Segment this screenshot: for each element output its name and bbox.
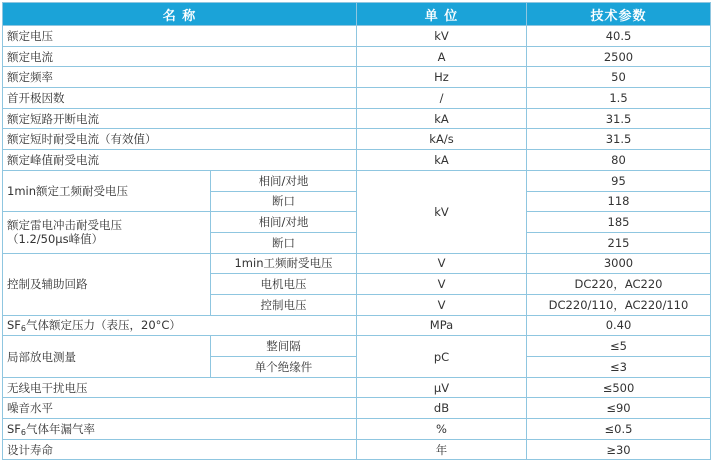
table-row [3,377,711,398]
row-name: 额定峰值耐受电流 [3,150,357,171]
row-value: 185 [527,212,711,233]
row-value: 80 [527,150,711,171]
row-value: 118 [527,191,711,212]
row-unit: dB [357,398,527,419]
row-name: 无线电干扰电压 [3,377,357,398]
row-unit: V [357,274,527,295]
row-value: 31.5 [527,108,711,129]
row-unit: MPa [357,315,527,336]
table-row [3,46,711,67]
withstand-unit: kV [357,170,527,253]
table-row [3,439,711,460]
row-subitem: 相间/对地 [211,212,357,233]
table-row [3,129,711,150]
header-param: 技术参数 [527,3,711,26]
sf6-pressure-label [3,315,357,336]
partial-discharge-label: 局部放电测量 [3,336,211,377]
row-value: ≥30 [527,439,711,460]
control-circuit-label: 控制及辅助回路 [3,253,211,315]
lightning-impulse-label [3,212,211,253]
row-name: 额定电流 [3,46,357,67]
row-name: 设计寿命 [3,439,357,460]
row-subitem: 控制电压 [211,294,357,315]
row-subitem: 相间/对地 [211,170,357,191]
row-subitem: 电机电压 [211,274,357,295]
row-value: 95 [527,170,711,191]
row-name: 额定短时耐受电流（有效值） [3,129,357,150]
row-value: 0.40 [527,315,711,336]
row-value: 3000 [527,253,711,274]
row-unit: / [357,88,527,109]
row-value: 2500 [527,46,711,67]
sf6-leak-text: 气体年漏气率 [26,421,96,436]
table-row [3,253,711,274]
row-value: ≤3 [527,357,711,378]
row-unit: kA [357,108,527,129]
row-subitem: 断口 [211,191,357,212]
table-row [3,315,711,336]
row-unit: A [357,46,527,67]
row-value: 40.5 [527,26,711,47]
table-row [3,150,711,171]
row-unit: kA [357,150,527,171]
row-unit: μV [357,377,527,398]
lightning-impulse-line1: 额定雷电冲击耐受电压 [7,218,122,233]
header-row [3,3,711,26]
row-name: 额定短路开断电流 [3,108,357,129]
row-value: 31.5 [527,129,711,150]
row-value: ≤90 [527,398,711,419]
spec-table [2,2,711,460]
row-value: 50 [527,67,711,88]
partial-discharge-unit: pC [357,336,527,377]
lightning-impulse-line2: （1.2/50μs峰值） [7,232,104,247]
row-subitem: 单个绝缘件 [211,357,357,378]
table-row [3,108,711,129]
header-unit: 单 位 [357,3,527,26]
table-row [3,336,711,357]
row-value: DC220/110，AC220/110 [527,294,711,315]
row-subitem: 1min工频耐受电压 [211,253,357,274]
table-row [3,26,711,47]
row-unit: kA/s [357,129,527,150]
row-unit: V [357,253,527,274]
sf6-subscript: 6 [20,324,27,334]
sf6-leak-label [3,419,357,440]
row-value: ≤0.5 [527,419,711,440]
row-name: 首开极因数 [3,88,357,109]
table-row [3,170,711,191]
row-value: 215 [527,232,711,253]
sf6-prefix: SF [7,318,21,333]
row-value: ≤5 [527,336,711,357]
row-unit: 年 [357,439,527,460]
row-subitem: 断口 [211,232,357,253]
row-name: 噪音水平 [3,398,357,419]
table-row [3,88,711,109]
sf6-prefix: SF [7,421,21,436]
sf6-subscript: 6 [20,427,27,437]
row-value: ≤500 [527,377,711,398]
table-row [3,67,711,88]
header-name: 名 称 [3,3,357,26]
sf6-pressure-text: 气体额定压力（表压，20°C） [26,318,181,333]
table-row [3,419,711,440]
row-unit: % [357,419,527,440]
row-unit: V [357,294,527,315]
row-value: DC220，AC220 [527,274,711,295]
row-name: 额定频率 [3,67,357,88]
power-frequency-withstand-label: 1min额定工频耐受电压 [3,170,211,211]
row-subitem: 整间隔 [211,336,357,357]
row-unit: kV [357,26,527,47]
row-value: 1.5 [527,88,711,109]
row-name: 额定电压 [3,26,357,47]
table-row [3,398,711,419]
row-unit: Hz [357,67,527,88]
